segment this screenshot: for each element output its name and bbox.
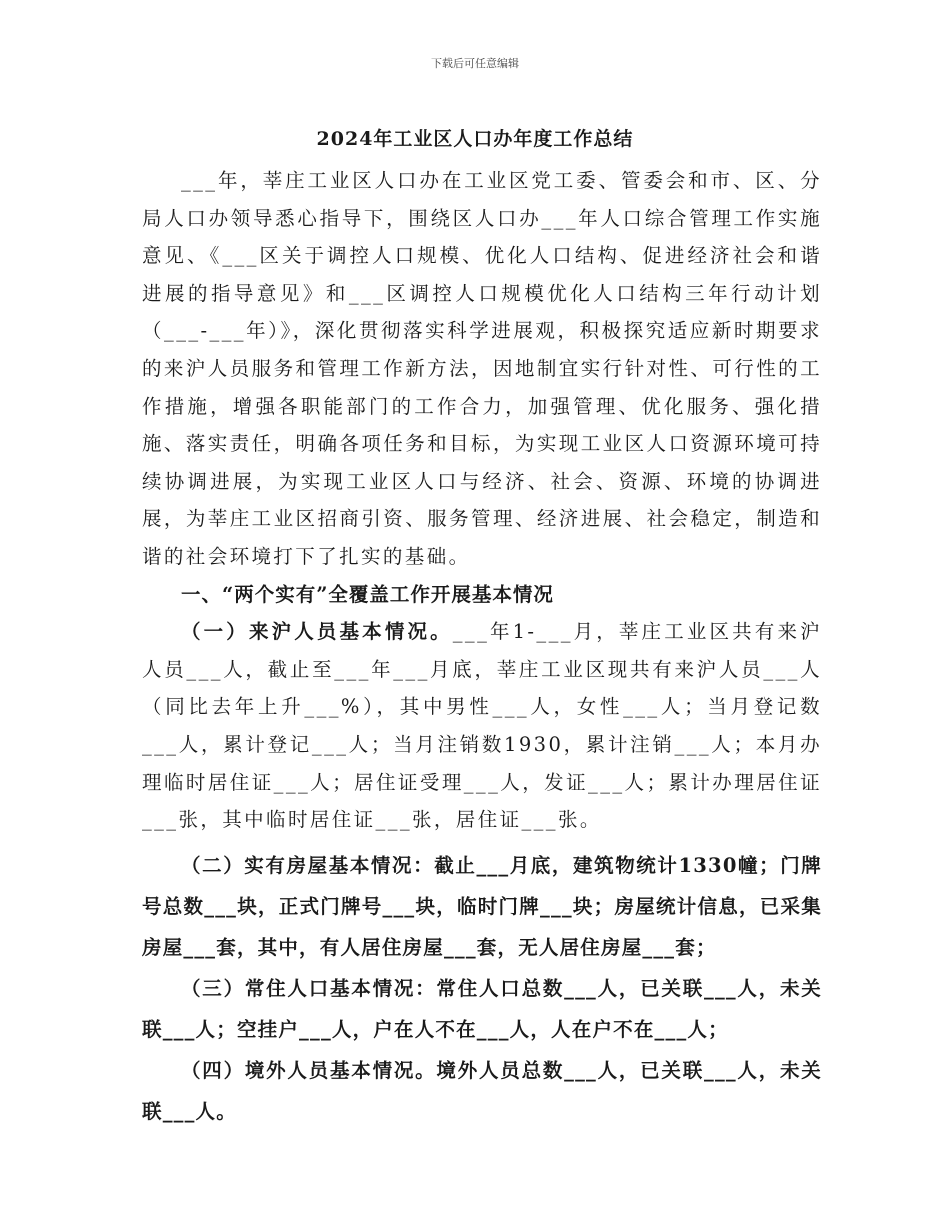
item-3-paragraph: （三）常住人口基本情况：常住人口总数___人，已关联___人，未关联___人；空挂户___人，户在人不在___人，人在户不在___人； bbox=[142, 976, 822, 1041]
intro-paragraph: ___年，莘庄工业区人口办在工业区党工委、管委会和市、区、分局人口办领导悉心指导下，围绕区人口办___年人口综合管理工作实施意见、《___区关于调控人口规模、优化人口结构、促进经济社会和谐进展的指导意见》和___区调控人口规模优化人口结构三年行动计划（___-___年）》，深化贯彻落实科学进展观，积极探究适应新时期要求的来沪人员服务和管理工作新方法，因地制宜实行针对性、可行性的工作措施，增强各职能部门的工作合力，加强管理、优化服务、强化措施、落实责任，明确各项任务和目标，为实现工业区人口资源环境可持续协调进展，为实现工业区人口与经济、社会、资源、环境的协调进展，为莘庄工业区招商引资、服务管理、经济进展、社会稳定，制造和谐的社会环境打下了扎实的基础。 bbox=[142, 169, 822, 568]
document-body bbox=[142, 162, 822, 1132]
item-1-paragraph bbox=[142, 613, 822, 839]
section-1-heading: 一、“两个实有”全覆盖工作开展基本情况 bbox=[181, 582, 554, 606]
item-1-lead: （一）来沪人员基本情况。 bbox=[181, 620, 453, 644]
header-note: 下载后可任意编辑 bbox=[431, 57, 519, 70]
item-1-body: ___年1-___月，莘庄工业区共有来沪人员___人，截止至___年___月底，莘庄工业区现共有来沪人员___人（同比去年上升___%），其中男性___人，女性___人；当月登记数___人，累计登记___人；当月注销数1930，累计注销___人；本月办理临时居住证___人；居住证受理___人，发证___人；累计办理居住证___张，其中临时居住证___张，居住证___张。 bbox=[142, 620, 822, 832]
item-2-paragraph: （二）实有房屋基本情况：截止___月底，建筑物统计1330幢；门牌号总数___块，正式门牌号___块，临时门牌___块；房屋统计信息，已采集房屋___套，其中，有人居住房屋___套，无人居住房屋___套； bbox=[142, 853, 822, 959]
document-title: 2024年工业区人口办年度工作总结 bbox=[316, 128, 634, 150]
item-4-paragraph: （四）境外人员基本情况。境外人员总数___人，已关联___人，未关联___人。 bbox=[142, 1058, 822, 1123]
